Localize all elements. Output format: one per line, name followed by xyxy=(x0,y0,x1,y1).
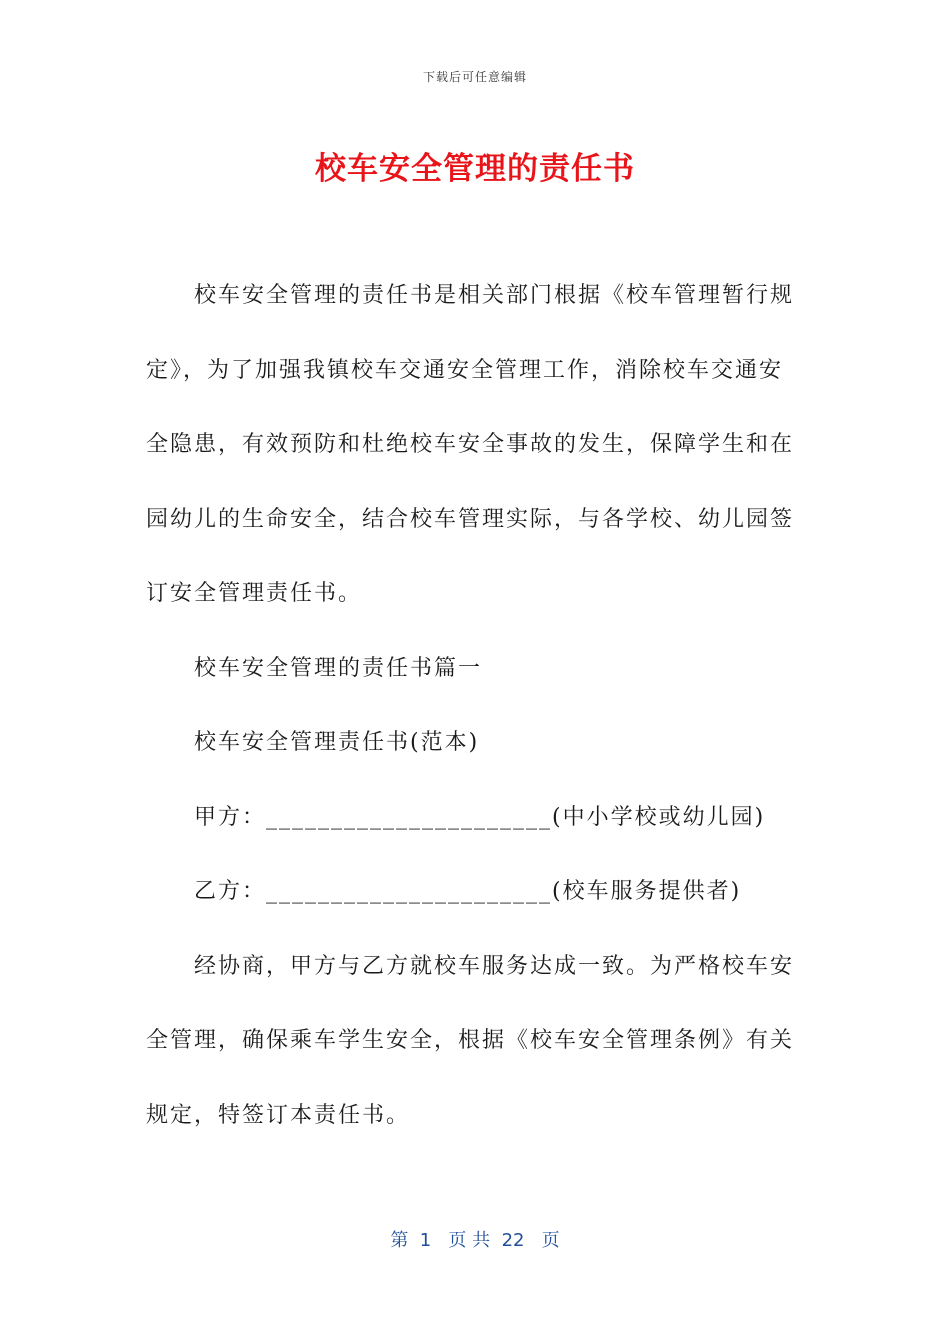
paragraph-line: 全隐患，有效预防和杜绝校车安全事故的发生，保障学生和在 xyxy=(146,432,795,457)
paragraph-line: 全管理，确保乘车学生安全，根据《校车安全管理条例》有关 xyxy=(146,1028,795,1053)
document-body xyxy=(146,275,795,1169)
paragraph-line: 定》，为了加强我镇校车交通安全管理工作，消除校车交通安 xyxy=(146,357,784,383)
party-a-field: 甲方：______________________(中小学校或幼儿园) xyxy=(194,804,766,830)
page-footer: 第 1 页 共 22 页 xyxy=(390,1230,560,1251)
section-heading: 校车安全管理的责任书篇一 xyxy=(194,655,483,681)
paragraph-line: 经协商，甲方与乙方就校车服务达成一致。为严格校车安 xyxy=(194,953,795,979)
paragraph-line: 订安全管理责任书。 xyxy=(146,581,363,606)
paragraph-line: 园幼儿的生命安全，结合校车管理实际，与各学校、幼儿园签 xyxy=(146,506,795,532)
document-title: 校车安全管理的责任书 xyxy=(315,151,635,187)
party-b-field: 乙方：______________________(校车服务提供者) xyxy=(194,879,742,904)
paragraph-line: 规定，特签订本责任书。 xyxy=(146,1102,411,1128)
subsection-heading: 校车安全管理责任书(范本) xyxy=(194,730,480,755)
paragraph-line: 校车安全管理的责任书是相关部门根据《校车管理暂行规 xyxy=(194,283,795,308)
header-note: 下载后可任意编辑 xyxy=(422,70,527,84)
